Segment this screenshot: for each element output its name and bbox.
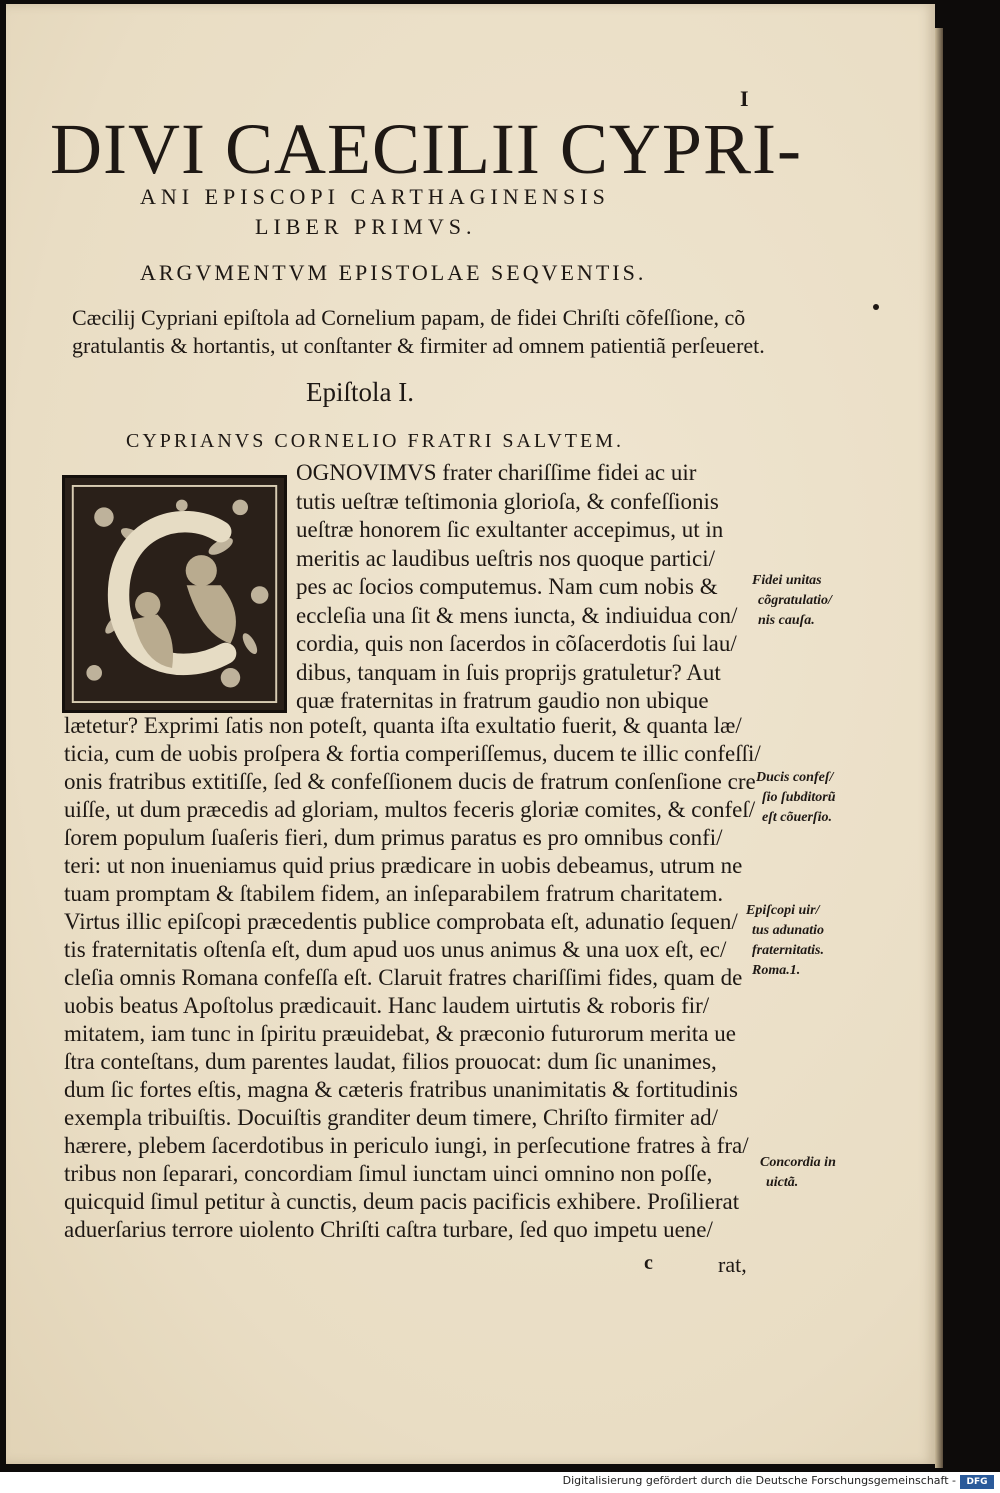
marginal-note-line: eſt cõuerſio. <box>762 810 832 825</box>
body-line: eccleſia una ſit & mens iuncta, & indiuidua con/ <box>296 602 738 628</box>
body-line: uiſſe, ut dum præcedis ad gloriam, multos feceris gloriæ comites, & confeſ/ <box>64 797 756 822</box>
body-line: ſtra conteſtans, dum parentes laudat, filios prouocat: dum ſic unanimes, <box>64 1049 717 1074</box>
margin-dot <box>873 304 879 310</box>
body-line: exempla tribuiſtis. Docuiſtis granditer deum timere, Chriſto firmiter ad/ <box>64 1105 719 1130</box>
footer-credit: Digitalisierung gefördert durch die Deutsche Forschungsgemeinschaft - <box>562 1474 956 1487</box>
subtitle-line-1: ANI EPISCOPI CARTHAGINENSIS <box>140 184 610 209</box>
body-line: dibus, tanquam in ſuis proprijs gratuletur? Aut <box>296 659 721 685</box>
argument-line-2: gratulantis & hortantis, ut conſtanter & firmiter ad omnem patientiã perſeueret. <box>72 333 765 358</box>
body-line: lætetur? Exprimi ſatis non poteſt, quanta iſta exultatio fuerit, & quanta læ/ <box>64 713 742 738</box>
marginal-note-line: Concordia in <box>760 1155 836 1170</box>
body-line: aduerſarius terrore uiolento Chriſti caſtra turbare, ſed quo impetu uene/ <box>64 1217 713 1242</box>
body-line: Virtus illic epiſcopi præcedentis publice comprobata eſt, adunatio ſequen/ <box>64 909 738 934</box>
body-line: pes ac ſocios computemus. Nam cum nobis & <box>296 574 718 599</box>
body-line: OGNOVIMVS frater chariſſime fidei ac uir <box>296 460 697 485</box>
epistola-heading: Epiſtola I. <box>306 377 414 407</box>
body-line: quicquid ſimul petitur à cunctis, deum pacis pacificis exhibere. Proſilierat <box>64 1189 740 1214</box>
marginal-note-line: uictã. <box>766 1175 799 1190</box>
decorated-initial-image <box>62 475 287 713</box>
body-line: tribus non ſeparari, concordiam ſimul iunctam uinci omnino non poſſe, <box>64 1161 713 1186</box>
marginal-note-line: Ducis confeſ/ <box>756 770 834 785</box>
body-line: tutis ueſtræ teſtimonia glorioſa, & confeſſionis <box>296 488 719 514</box>
body-line: tis fraternitatis oſtenſa eſt, dum apud uos unus animus & una uox eſt, ec/ <box>64 937 727 962</box>
woodcut-initial-icon <box>65 478 284 710</box>
signature-mark: c <box>644 1252 653 1274</box>
marginal-note-line: tus adunatio <box>752 923 824 938</box>
dfg-logo-icon: DFG <box>960 1475 994 1489</box>
marginal-note-line: nis cauſa. <box>758 613 815 628</box>
marginal-note-line: ſio ſubditorũ <box>762 790 836 805</box>
salutation-heading: CYPRIANVS CORNELIO FRATRI SALVTEM. <box>126 430 624 452</box>
body-line: teri: ut non inueniamus quid prius prædicare in uobis debeamus, utrum ne <box>64 853 743 878</box>
body-line: uobis beatus Apoſtolus prædicauit. Hanc laudem uirtutis & roboris fir/ <box>64 993 710 1018</box>
body-line: ſorem populum ſuaſeris fieri, dum primus paratus es pro omnibus confi/ <box>64 825 723 850</box>
body-line: quæ fraternitas in fratrum gaudio non ubique <box>296 688 709 713</box>
body-line: cordia, quis non ſacerdos in cõſacerdotis ſui lau/ <box>296 631 737 656</box>
body-line: meritis ac laudibus ueſtris nos quoque partici/ <box>296 545 716 571</box>
page-title: DIVI CAECILII CYPRI- <box>50 109 802 189</box>
body-line: onis fratribus extitiſſe, ſed & confeſſionem ducis de fratrum conſenſione cre <box>64 769 756 794</box>
body-line: tuam promptam & ſtabilem fidem, an inſeparabilem fratrum charitatem. <box>64 881 724 906</box>
marginal-note-line: Epiſcopi uir/ <box>746 903 820 918</box>
body-line: mitatem, iam tunc in ſpiritu præuidebat, & præconio futurorum merita ue <box>64 1021 736 1046</box>
marginal-note-line: fraternitatis. <box>752 943 824 958</box>
argument-line-1: Cæcilij Cypriani epiſtola ad Cornelium papam, de fidei Chriſti cõfeſſione, cõ <box>72 305 746 330</box>
marginal-note-line: cõgratulatio/ <box>758 593 832 608</box>
folio-number: I <box>740 86 749 111</box>
body-line: hærere, plebem ſacerdotibus in periculo iungi, in perſecutione fratres à fra/ <box>64 1133 749 1158</box>
body-line: cleſia omnis Romana confeſſa eſt. Claruit fratres chariſſimi fides, quam de <box>64 965 743 990</box>
marginal-note-line: Roma.1. <box>752 963 801 978</box>
catchword: rat, <box>718 1252 747 1277</box>
body-line: ticia, cum de uobis proſpera & fortia comperiſſemus, ducem te illic confeſſi/ <box>64 741 761 766</box>
page-edge <box>935 28 943 1468</box>
body-line: dum ſic fortes eſtis, magna & cæteris fratribus unanimitatis & fortitudinis <box>64 1077 738 1102</box>
argument-title: ARGVMENTVM EPISTOLAE SEQVENTIS. <box>140 260 647 285</box>
subtitle-line-2: LIBER PRIMVS. <box>255 214 477 239</box>
body-line: ueſtræ honorem ſic exultanter accepimus, ut in <box>296 517 724 542</box>
marginal-note-line: Fidei unitas <box>752 573 822 588</box>
